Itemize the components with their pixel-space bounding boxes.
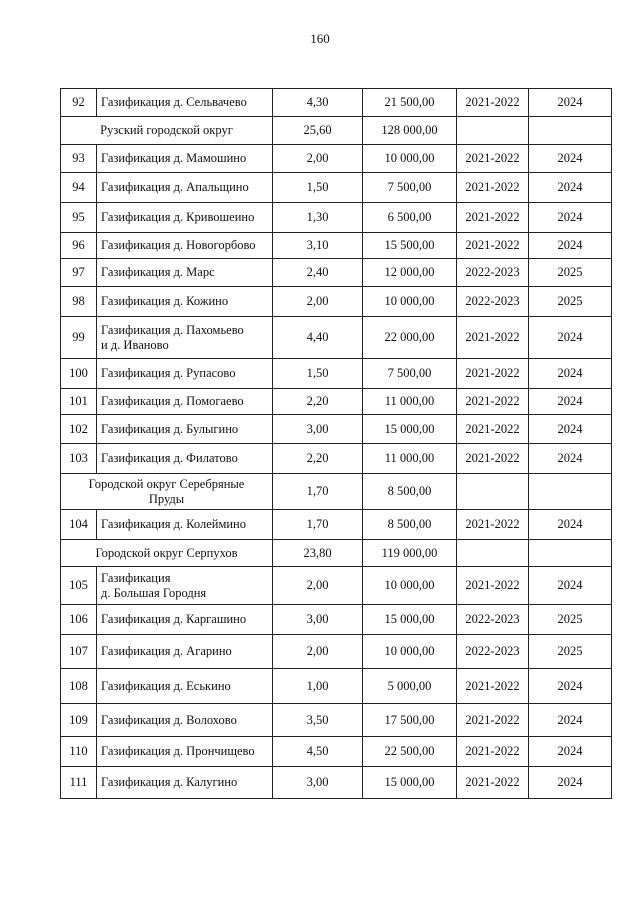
table-row bbox=[61, 605, 612, 635]
object-name-cell: Газификация д. Кривошеино bbox=[97, 203, 273, 233]
year-cell: 2024 bbox=[529, 767, 612, 799]
length-cell: 25,60 bbox=[273, 117, 363, 145]
length-cell: 2,40 bbox=[273, 259, 363, 287]
cost-cell: 17 500,00 bbox=[363, 704, 457, 737]
object-name-cell: Газификация д. Кожино bbox=[97, 287, 273, 317]
object-name-cell: Газификация д. Помогаево bbox=[97, 389, 273, 415]
year-cell: 2024 bbox=[529, 737, 612, 767]
table-row bbox=[61, 89, 612, 117]
period-cell: 2021-2022 bbox=[457, 510, 529, 540]
object-name-cell: Газификация д. Волохово bbox=[97, 704, 273, 737]
year-cell: 2025 bbox=[529, 259, 612, 287]
object-name-cell: Газификация д. Колеймино bbox=[97, 510, 273, 540]
row-number-cell: 103 bbox=[61, 444, 97, 474]
table-row bbox=[61, 415, 612, 444]
length-cell: 1,50 bbox=[273, 173, 363, 203]
row-number-cell: 94 bbox=[61, 173, 97, 203]
period-cell: 2021-2022 bbox=[457, 389, 529, 415]
period-cell bbox=[457, 474, 529, 510]
length-cell: 3,50 bbox=[273, 704, 363, 737]
cost-cell: 21 500,00 bbox=[363, 89, 457, 117]
period-cell: 2021-2022 bbox=[457, 89, 529, 117]
table-row bbox=[61, 510, 612, 540]
table-row bbox=[61, 389, 612, 415]
year-cell: 2024 bbox=[529, 359, 612, 389]
object-name-cell: Газификация д. Марс bbox=[97, 259, 273, 287]
cost-cell: 6 500,00 bbox=[363, 203, 457, 233]
year-cell bbox=[529, 474, 612, 510]
year-cell: 2025 bbox=[529, 287, 612, 317]
year-cell: 2024 bbox=[529, 567, 612, 605]
period-cell: 2021-2022 bbox=[457, 444, 529, 474]
length-cell: 3,00 bbox=[273, 605, 363, 635]
cost-cell: 11 000,00 bbox=[363, 389, 457, 415]
group-row bbox=[61, 117, 612, 145]
cost-cell: 7 500,00 bbox=[363, 173, 457, 203]
cost-cell: 15 500,00 bbox=[363, 233, 457, 259]
row-number-cell: 110 bbox=[61, 737, 97, 767]
object-name-cell: Газификация д. Рупасово bbox=[97, 359, 273, 389]
period-cell: 2021-2022 bbox=[457, 567, 529, 605]
object-name-cell: Газификация д. Каргашино bbox=[97, 605, 273, 635]
row-number-cell: 104 bbox=[61, 510, 97, 540]
cost-cell: 10 000,00 bbox=[363, 145, 457, 173]
table-row bbox=[61, 173, 612, 203]
page-number: 160 bbox=[310, 31, 330, 46]
table-row bbox=[61, 317, 612, 359]
object-name-cell: Газификация д. Булыгино bbox=[97, 415, 273, 444]
length-cell: 23,80 bbox=[273, 540, 363, 567]
cost-cell: 8 500,00 bbox=[363, 474, 457, 510]
period-cell: 2021-2022 bbox=[457, 767, 529, 799]
cost-cell: 15 000,00 bbox=[363, 767, 457, 799]
year-cell: 2024 bbox=[529, 203, 612, 233]
period-cell: 2021-2022 bbox=[457, 737, 529, 767]
length-cell: 4,50 bbox=[273, 737, 363, 767]
object-name-cell: Газификация д. Мамошино bbox=[97, 145, 273, 173]
object-name-cell: Газификация д. Большая Городня bbox=[97, 567, 273, 605]
cost-cell: 11 000,00 bbox=[363, 444, 457, 474]
table-row bbox=[61, 737, 612, 767]
group-name-cell: Городской округ Серпухов bbox=[61, 540, 273, 567]
period-cell: 2021-2022 bbox=[457, 173, 529, 203]
year-cell: 2024 bbox=[529, 317, 612, 359]
row-number-cell: 93 bbox=[61, 145, 97, 173]
period-cell: 2022-2023 bbox=[457, 635, 529, 669]
table-row bbox=[61, 704, 612, 737]
row-number-cell: 92 bbox=[61, 89, 97, 117]
object-name-cell: Газификация д. Агарино bbox=[97, 635, 273, 669]
cost-cell: 10 000,00 bbox=[363, 635, 457, 669]
table-row bbox=[61, 635, 612, 669]
row-number-cell: 107 bbox=[61, 635, 97, 669]
row-number-cell: 105 bbox=[61, 567, 97, 605]
length-cell: 1,70 bbox=[273, 510, 363, 540]
length-cell: 4,30 bbox=[273, 89, 363, 117]
period-cell: 2021-2022 bbox=[457, 203, 529, 233]
cost-cell: 15 000,00 bbox=[363, 415, 457, 444]
cost-cell: 5 000,00 bbox=[363, 669, 457, 704]
year-cell: 2024 bbox=[529, 510, 612, 540]
period-cell: 2021-2022 bbox=[457, 359, 529, 389]
length-cell: 3,00 bbox=[273, 415, 363, 444]
length-cell: 3,10 bbox=[273, 233, 363, 259]
group-row bbox=[61, 474, 612, 510]
year-cell: 2024 bbox=[529, 233, 612, 259]
year-cell: 2025 bbox=[529, 635, 612, 669]
cost-cell: 10 000,00 bbox=[363, 567, 457, 605]
year-cell: 2025 bbox=[529, 605, 612, 635]
table-body bbox=[61, 89, 612, 799]
row-number-cell: 109 bbox=[61, 704, 97, 737]
row-number-cell: 102 bbox=[61, 415, 97, 444]
year-cell: 2024 bbox=[529, 669, 612, 704]
length-cell: 4,40 bbox=[273, 317, 363, 359]
cost-cell: 22 500,00 bbox=[363, 737, 457, 767]
table-row bbox=[61, 145, 612, 173]
table-row bbox=[61, 359, 612, 389]
length-cell: 2,00 bbox=[273, 635, 363, 669]
gasification-table bbox=[60, 88, 612, 799]
table-row bbox=[61, 444, 612, 474]
row-number-cell: 108 bbox=[61, 669, 97, 704]
cost-cell: 8 500,00 bbox=[363, 510, 457, 540]
table-row bbox=[61, 287, 612, 317]
row-number-cell: 96 bbox=[61, 233, 97, 259]
cost-cell: 10 000,00 bbox=[363, 287, 457, 317]
period-cell: 2021-2022 bbox=[457, 669, 529, 704]
year-cell: 2024 bbox=[529, 89, 612, 117]
object-name-cell: Газификация д. Филатово bbox=[97, 444, 273, 474]
row-number-cell: 99 bbox=[61, 317, 97, 359]
year-cell: 2024 bbox=[529, 145, 612, 173]
row-number-cell: 97 bbox=[61, 259, 97, 287]
year-cell: 2024 bbox=[529, 704, 612, 737]
object-name-cell: Газификация д. Еськино bbox=[97, 669, 273, 704]
object-name-cell: Газификация д. Калугино bbox=[97, 767, 273, 799]
year-cell: 2024 bbox=[529, 389, 612, 415]
length-cell: 2,00 bbox=[273, 145, 363, 173]
table-row bbox=[61, 567, 612, 605]
length-cell: 2,00 bbox=[273, 287, 363, 317]
period-cell: 2022-2023 bbox=[457, 287, 529, 317]
object-name-cell: Газификация д. Пахомьево и д. Иваново bbox=[97, 317, 273, 359]
table-row bbox=[61, 233, 612, 259]
cost-cell: 7 500,00 bbox=[363, 359, 457, 389]
period-cell: 2021-2022 bbox=[457, 233, 529, 259]
period-cell: 2022-2023 bbox=[457, 605, 529, 635]
period-cell: 2021-2022 bbox=[457, 704, 529, 737]
year-cell: 2024 bbox=[529, 415, 612, 444]
group-row bbox=[61, 540, 612, 567]
table-row bbox=[61, 767, 612, 799]
period-cell: 2022-2023 bbox=[457, 259, 529, 287]
table-row bbox=[61, 203, 612, 233]
year-cell bbox=[529, 117, 612, 145]
cost-cell: 128 000,00 bbox=[363, 117, 457, 145]
length-cell: 2,20 bbox=[273, 389, 363, 415]
length-cell: 1,30 bbox=[273, 203, 363, 233]
cost-cell: 119 000,00 bbox=[363, 540, 457, 567]
row-number-cell: 111 bbox=[61, 767, 97, 799]
row-number-cell: 95 bbox=[61, 203, 97, 233]
year-cell bbox=[529, 540, 612, 567]
table-row bbox=[61, 259, 612, 287]
period-cell bbox=[457, 117, 529, 145]
period-cell bbox=[457, 540, 529, 567]
year-cell: 2024 bbox=[529, 444, 612, 474]
object-name-cell: Газификация д. Прончищево bbox=[97, 737, 273, 767]
group-name-cell: Городской округ Серебряные Пруды bbox=[61, 474, 273, 510]
length-cell: 1,00 bbox=[273, 669, 363, 704]
cost-cell: 12 000,00 bbox=[363, 259, 457, 287]
group-name-cell: Рузский городской округ bbox=[61, 117, 273, 145]
length-cell: 1,70 bbox=[273, 474, 363, 510]
row-number-cell: 98 bbox=[61, 287, 97, 317]
table-row bbox=[61, 669, 612, 704]
object-name-cell: Газификация д. Сельвачево bbox=[97, 89, 273, 117]
length-cell: 1,50 bbox=[273, 359, 363, 389]
period-cell: 2021-2022 bbox=[457, 317, 529, 359]
length-cell: 2,00 bbox=[273, 567, 363, 605]
length-cell: 3,00 bbox=[273, 767, 363, 799]
period-cell: 2021-2022 bbox=[457, 415, 529, 444]
row-number-cell: 106 bbox=[61, 605, 97, 635]
cost-cell: 15 000,00 bbox=[363, 605, 457, 635]
year-cell: 2024 bbox=[529, 173, 612, 203]
length-cell: 2,20 bbox=[273, 444, 363, 474]
cost-cell: 22 000,00 bbox=[363, 317, 457, 359]
object-name-cell: Газификация д. Новогорбово bbox=[97, 233, 273, 259]
row-number-cell: 101 bbox=[61, 389, 97, 415]
object-name-cell: Газификация д. Апальщино bbox=[97, 173, 273, 203]
period-cell: 2021-2022 bbox=[457, 145, 529, 173]
row-number-cell: 100 bbox=[61, 359, 97, 389]
